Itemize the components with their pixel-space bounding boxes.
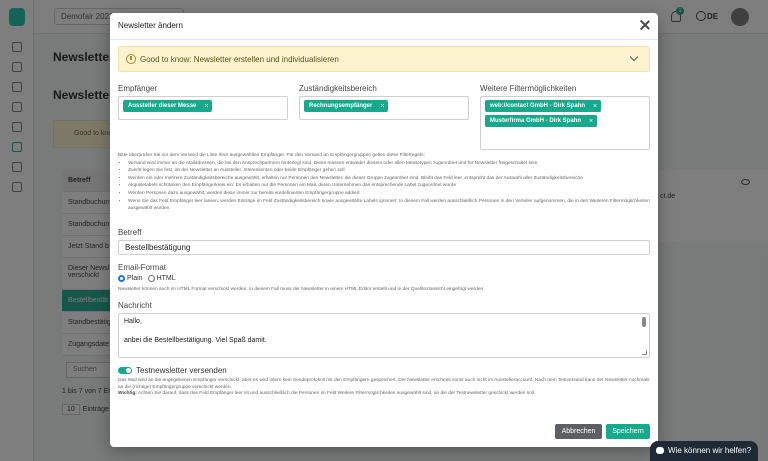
help-item: • Zuerst legen Sie fest, ob der Newsletter an Aussteller, Interessenten oder beide Empfänger gehen soll [128,167,652,175]
subject-input[interactable]: Bestellbestätigung [118,240,650,255]
filters-label: Weitere Filtermöglichkeiten [480,84,577,93]
filter-tag: web://contact GmbH - Dirk Spahn × [485,100,601,112]
chat-icon [656,447,664,454]
help-item: • Versand wird immer an die Mailadressen, die bei den Ansprechpartnern hinterlegt sind. Diese müssen entweder diesem oder allen Messetypen zugeordnet und für Newsletter freigeschaltet sein [128,160,652,168]
textarea-scrollbar[interactable] [642,317,646,327]
resize-handle[interactable] [642,350,647,355]
accordion-title: Good to know: Newsletter erstellen und individualisieren [140,55,339,64]
chat-label: Wie können wir helfen? [668,446,752,455]
radio-plain[interactable] [118,275,125,282]
recipients-select[interactable] [118,96,288,120]
info-accordion[interactable] [118,46,650,72]
test-toggle-label: Testnewsletter versenden [136,366,227,375]
message-label: Nachricht [118,301,152,310]
remove-tag-icon[interactable]: × [593,102,598,110]
help-item: • Akquiselabels schränken den Empfängerkreis ein: Es erhalten nur die Personen ein Mail, deren Unternehmen das entsprechende Label zugeordnet wurde [128,182,652,190]
message-line: Hallo, [124,318,142,325]
responsibility-label: Zuständigkeitsbereich [299,84,377,93]
filters-select[interactable] [480,96,650,150]
modal-title: Newsletter ändern [118,21,183,30]
remove-tag-icon[interactable]: × [204,102,209,110]
modal-header [110,13,658,40]
responsibility-tag: Rechnungsempfänger × [304,100,388,112]
chevron-down-icon[interactable] [630,53,638,61]
responsibility-select[interactable] [299,96,469,120]
subject-label: Betreff [118,228,142,237]
format-plain-option[interactable]: Plain [118,275,143,282]
help-item: • Wenn Sie das Feld Empfänger leer lassen, werden Einträge im Feld Zuständigkeitsbereich sowie ausgewählte Labels ignoriert. In diesem Fall werden ausschließlich Personen in den Verteiler aufgenommen, die in den Weiteren Filtermöglichkeiten ausgewählt wurden. [128,198,652,213]
format-label: Email-Format [118,263,167,272]
radio-html[interactable] [148,275,155,282]
recipient-tag: Aussteller dieser Messe × [123,100,212,112]
message-textarea[interactable] [118,313,650,358]
format-html-option[interactable]: HTML [148,275,176,282]
test-warning: Achten Sie darauf, dass das Feld Empfänger leer ist und ausschließlich die Personen im Feld Weitere Filtermöglichkeiten ausgewählt sind, an die der Testnewsletter geschickt werden soll. [137,391,536,397]
message-line: anbei die Bestellbestätigung. Viel Spaß damit. [124,337,267,344]
test-warning-prefix: Wichtig: [118,391,137,397]
cancel-button[interactable]: Abbrechen [555,424,602,439]
remove-tag-icon[interactable]: × [380,102,385,110]
help-item: • Werden Personen dazu ausgewählt, werden diese immer zur bereits vordefinierten Empfängergruppe addiert [128,190,652,198]
help-item: • Werden ein oder mehrere Zuständigkeitsbereiche ausgewählt, erhalten nur Personen den Newsletter, die dieser Gruppe zugeordnet sind. Bleibt das Feld leer, entspricht das der Auswahl aller Zuständigkeitsbereiche [128,175,652,183]
test-hint: Das Mail wird an die angegebenen Empfänger verschickt, aber es wird intern kein Sendeprotokoll mit den Empfängern gespeichert. Der Newsletter erscheint somit auch nicht im Ausstelleraccount. Nach dem Testversand kann der Newsletter nochmals an die (richtige) Empfängergruppe verschickt werden. Wichtig: Achten Sie darauf, dass das Feld Empfänger leer ist und ausschließlich die Personen im Feld Weitere Filtermöglichkeiten ausgewählt sind, an die der Testnewsletter geschickt werden soll. [118,378,650,397]
chat-widget[interactable] [650,441,758,461]
info-icon [126,54,136,64]
filter-tag: Musterfirma GmbH - Dirk Spahn × [485,115,597,127]
recipients-label: Empfänger [118,84,158,93]
help-intro: Bitte überprüfen Sie vor dem Versand die Liste Ihrer ausgewählten Empfänger. Für den Versand an Empfängergruppen gelten diese Filterregeln: [118,153,425,158]
test-toggle[interactable] [118,367,132,374]
format-radio-group [118,275,181,282]
format-hint: Newsletter können auch im HTML Format verschickt werden. In diesem Fall muss der Newsletter in einem HTML Editor erstellt und in der Quelltextansicht eingefügt werden [118,287,484,292]
filter-help-text [118,152,652,213]
remove-tag-icon[interactable]: × [589,117,594,125]
newsletter-edit-modal [110,13,658,447]
test-toggle-row[interactable] [118,366,227,375]
save-button[interactable]: Speichern [606,424,650,439]
close-icon[interactable] [639,19,651,31]
